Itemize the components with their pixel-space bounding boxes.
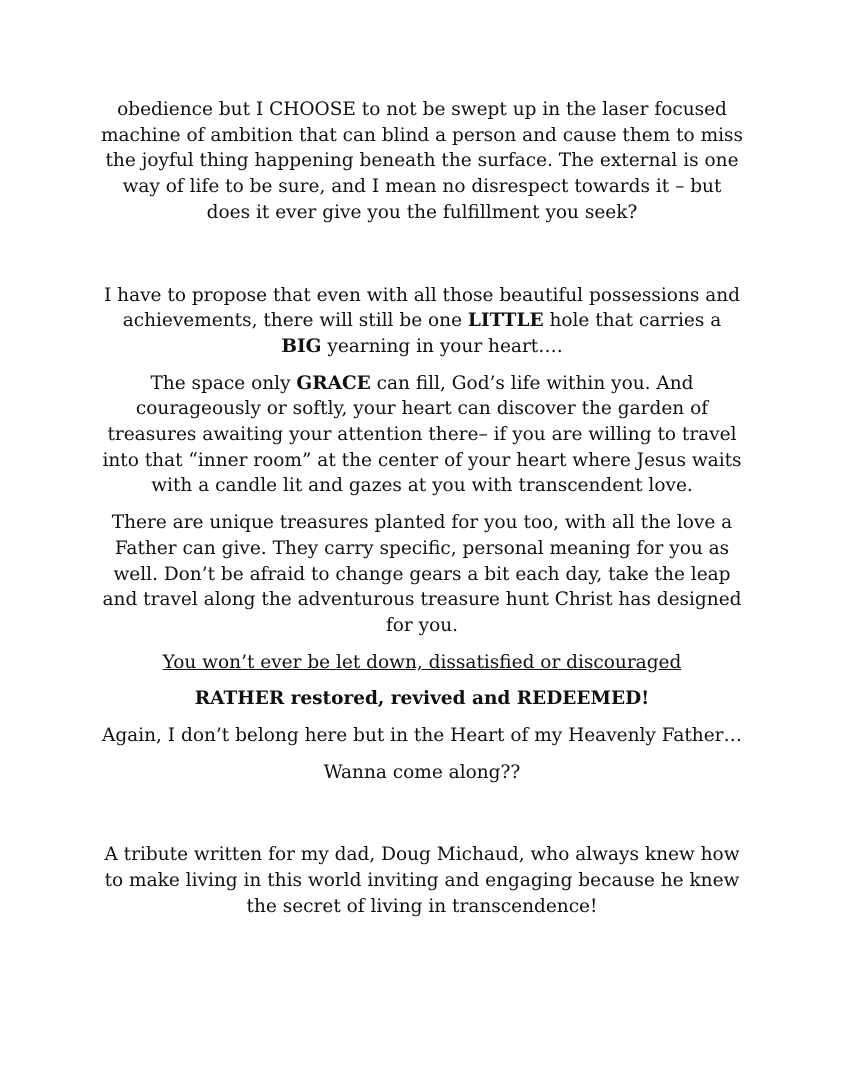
emphasis-little: LITTLE xyxy=(467,310,544,332)
paragraph-treasures: There are unique treasures planted for you too, with all the love a Father can give. They carry specific, personal meaning for you as well. Don’t be afraid to change gears a bit each day, take the leap and travel along the adventurous treasure hunt Christ has designed for you. xyxy=(102,512,742,636)
paragraph-rather-redeemed: RATHER restored, revived and REDEEMED! xyxy=(194,688,650,710)
paragraph-never-let-down: You won’t ever be let down, dissatisfied or discouraged xyxy=(162,651,682,673)
paragraph-come-along: Wanna come along?? xyxy=(323,761,521,783)
paragraph-grace-text-1: The space only xyxy=(150,372,297,394)
emphasis-grace: GRACE xyxy=(296,372,371,394)
paragraph-grace xyxy=(100,371,744,500)
emphasis-big: BIG xyxy=(281,335,322,357)
paragraph-propose-text-3: yearning in your heart…. xyxy=(321,335,563,357)
document-page xyxy=(100,97,744,920)
paragraph-propose xyxy=(100,283,744,360)
paragraph-obedience: obedience but I CHOOSE to not be swept up in the laser focused machine of ambition that can blind a person and cause them to miss the joyful thing happening beneath the surface. The external is one way of life to be sure, and I mean no disrespect towards it – but does it ever give you the fulfillment you seek? xyxy=(100,99,744,223)
paragraph-tribute: A tribute written for my dad, Doug Michaud, who always knew how to make living in this world inviting and engaging because he knew the secret of living in transcendence! xyxy=(104,844,740,917)
paragraph-heavenly-father: Again, I don’t belong here but in the Heart of my Heavenly Father… xyxy=(101,725,743,747)
paragraph-grace-text-2: can fill, God’s life within you. And courageously or softly, your heart can discover the garden of treasures awaiting your attention there– if you are willing to travel into that “inner room” at the center of your heart where Jesus waits with a candle lit and gazes at you with transcendent love. xyxy=(102,372,742,497)
paragraph-propose-text-1: I have to propose that even with all those beautiful possessions and achievements, there will still be one xyxy=(103,284,741,332)
paragraph-propose-text-2: hole that carries a xyxy=(543,310,722,332)
